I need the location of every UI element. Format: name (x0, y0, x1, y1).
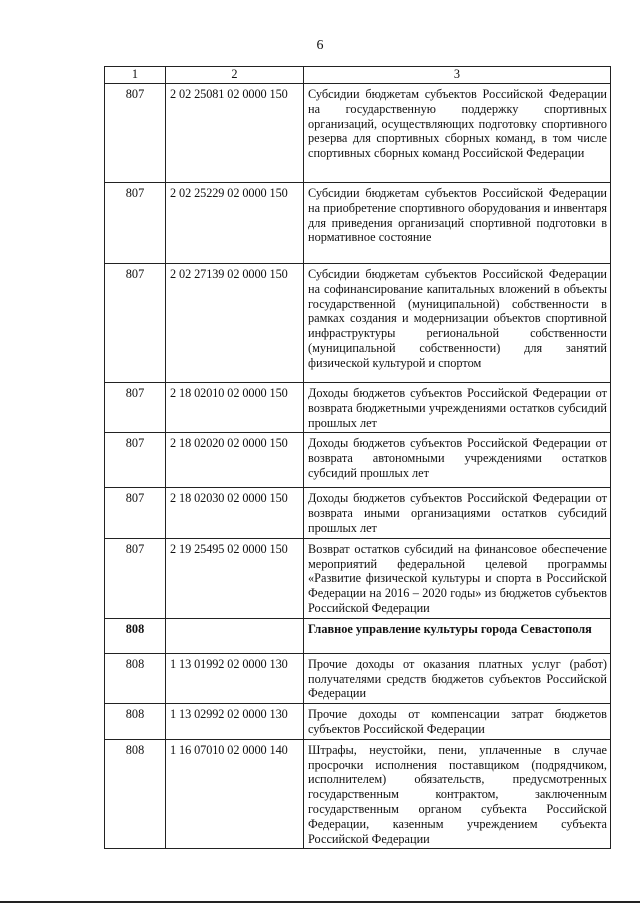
table-row-section (105, 618, 611, 653)
revenue-description-cell: Прочие доходы от компенсации затрат бюджетов субъектов Российской Федерации (304, 704, 611, 740)
revenue-code-cell: 2 19 25495 02 0000 150 (166, 538, 304, 618)
admin-code-cell: 807 (105, 488, 166, 538)
page-number: 6 (316, 38, 324, 53)
revenue-code-cell: 2 18 02020 02 0000 150 (166, 433, 304, 488)
table-row (105, 488, 611, 538)
admin-code-cell: 807 (105, 538, 166, 618)
revenue-code-cell: 2 18 02030 02 0000 150 (166, 488, 304, 538)
header-col-3: 3 (304, 67, 611, 84)
table-row (105, 264, 611, 383)
revenue-description-cell: Субсидии бюджетам субъектов Российской Федерации на софинансирование капитальных вложений в объекты государственной (муниципальной) собственности в рамках создания и модернизации объектов спортивной инфраструктуры региональной собственности (муниципальной собственности) для занятий физической культурой и спортом (304, 264, 611, 383)
admin-code-cell: 808 (105, 704, 166, 740)
admin-code-cell: 808 (105, 653, 166, 703)
admin-code-cell: 808 (105, 618, 166, 653)
revenue-description-cell: Доходы бюджетов субъектов Российской Федерации от возврата бюджетными учреждениями остатков субсидий прошлых лет (304, 383, 611, 433)
revenue-code-cell: 1 16 07010 02 0000 140 (166, 739, 304, 849)
revenue-code-cell: 2 02 25229 02 0000 150 (166, 183, 304, 264)
revenue-description-cell: Доходы бюджетов субъектов Российской Федерации от возврата иными организациями остатков субсидий прошлых лет (304, 488, 611, 538)
revenue-code-cell: 2 02 25081 02 0000 150 (166, 84, 304, 183)
table-row (105, 704, 611, 740)
table-row (105, 653, 611, 703)
revenue-codes-table (104, 66, 611, 849)
table-row (105, 383, 611, 433)
revenue-description-cell: Прочие доходы от оказания платных услуг (работ) получателями средств бюджетов субъектов Российской Федерации (304, 653, 611, 703)
revenue-code-cell (166, 618, 304, 653)
table-row (105, 739, 611, 849)
revenue-description-cell: Субсидии бюджетам субъектов Российской Федерации на приобретение спортивного оборудования и инвентаря для приведения организаций спортивной подготовки в нормативное состояние (304, 183, 611, 264)
revenue-description-cell: Субсидии бюджетам субъектов Российской Федерации на государственную поддержку спортивных организаций, осуществляющих подготовку спортивного резерва для спортивных сборных команд, в том числе спортивных сборных команд Российской Федерации (304, 84, 611, 183)
table-row (105, 538, 611, 618)
admin-code-cell: 807 (105, 84, 166, 183)
revenue-description-cell: Доходы бюджетов субъектов Российской Федерации от возврата автономными учреждениями остатков субсидий прошлых лет (304, 433, 611, 488)
table-row (105, 433, 611, 488)
revenue-code-cell: 2 18 02010 02 0000 150 (166, 383, 304, 433)
header-col-1: 1 (105, 67, 166, 84)
table-row (105, 183, 611, 264)
admin-code-cell: 807 (105, 433, 166, 488)
admin-code-cell: 808 (105, 739, 166, 849)
admin-code-cell: 807 (105, 183, 166, 264)
section-title-cell: Главное управление культуры города Севастополя (304, 618, 611, 653)
revenue-description-cell: Возврат остатков субсидий на финансовое обеспечение мероприятий федеральной целевой программы «Развитие физической культуры и спорта в Российской Федерации на 2016 – 2020 годы» из бюджетов субъектов Российской Федерации (304, 538, 611, 618)
revenue-code-cell: 1 13 02992 02 0000 130 (166, 704, 304, 740)
table-header-row (105, 67, 611, 84)
page-bottom-edge (0, 901, 640, 903)
header-col-2: 2 (166, 67, 304, 84)
revenue-code-cell: 1 13 01992 02 0000 130 (166, 653, 304, 703)
table-row (105, 84, 611, 183)
revenue-code-cell: 2 02 27139 02 0000 150 (166, 264, 304, 383)
admin-code-cell: 807 (105, 383, 166, 433)
admin-code-cell: 807 (105, 264, 166, 383)
revenue-description-cell: Штрафы, неустойки, пени, уплаченные в случае просрочки исполнения поставщиком (подрядчиком, исполнителем) обязательств, предусмотренных государственным контрактом, заключенным государственным органом субъекта Российской Федерации, казенным учреждением субъекта Российской Федерации (304, 739, 611, 849)
